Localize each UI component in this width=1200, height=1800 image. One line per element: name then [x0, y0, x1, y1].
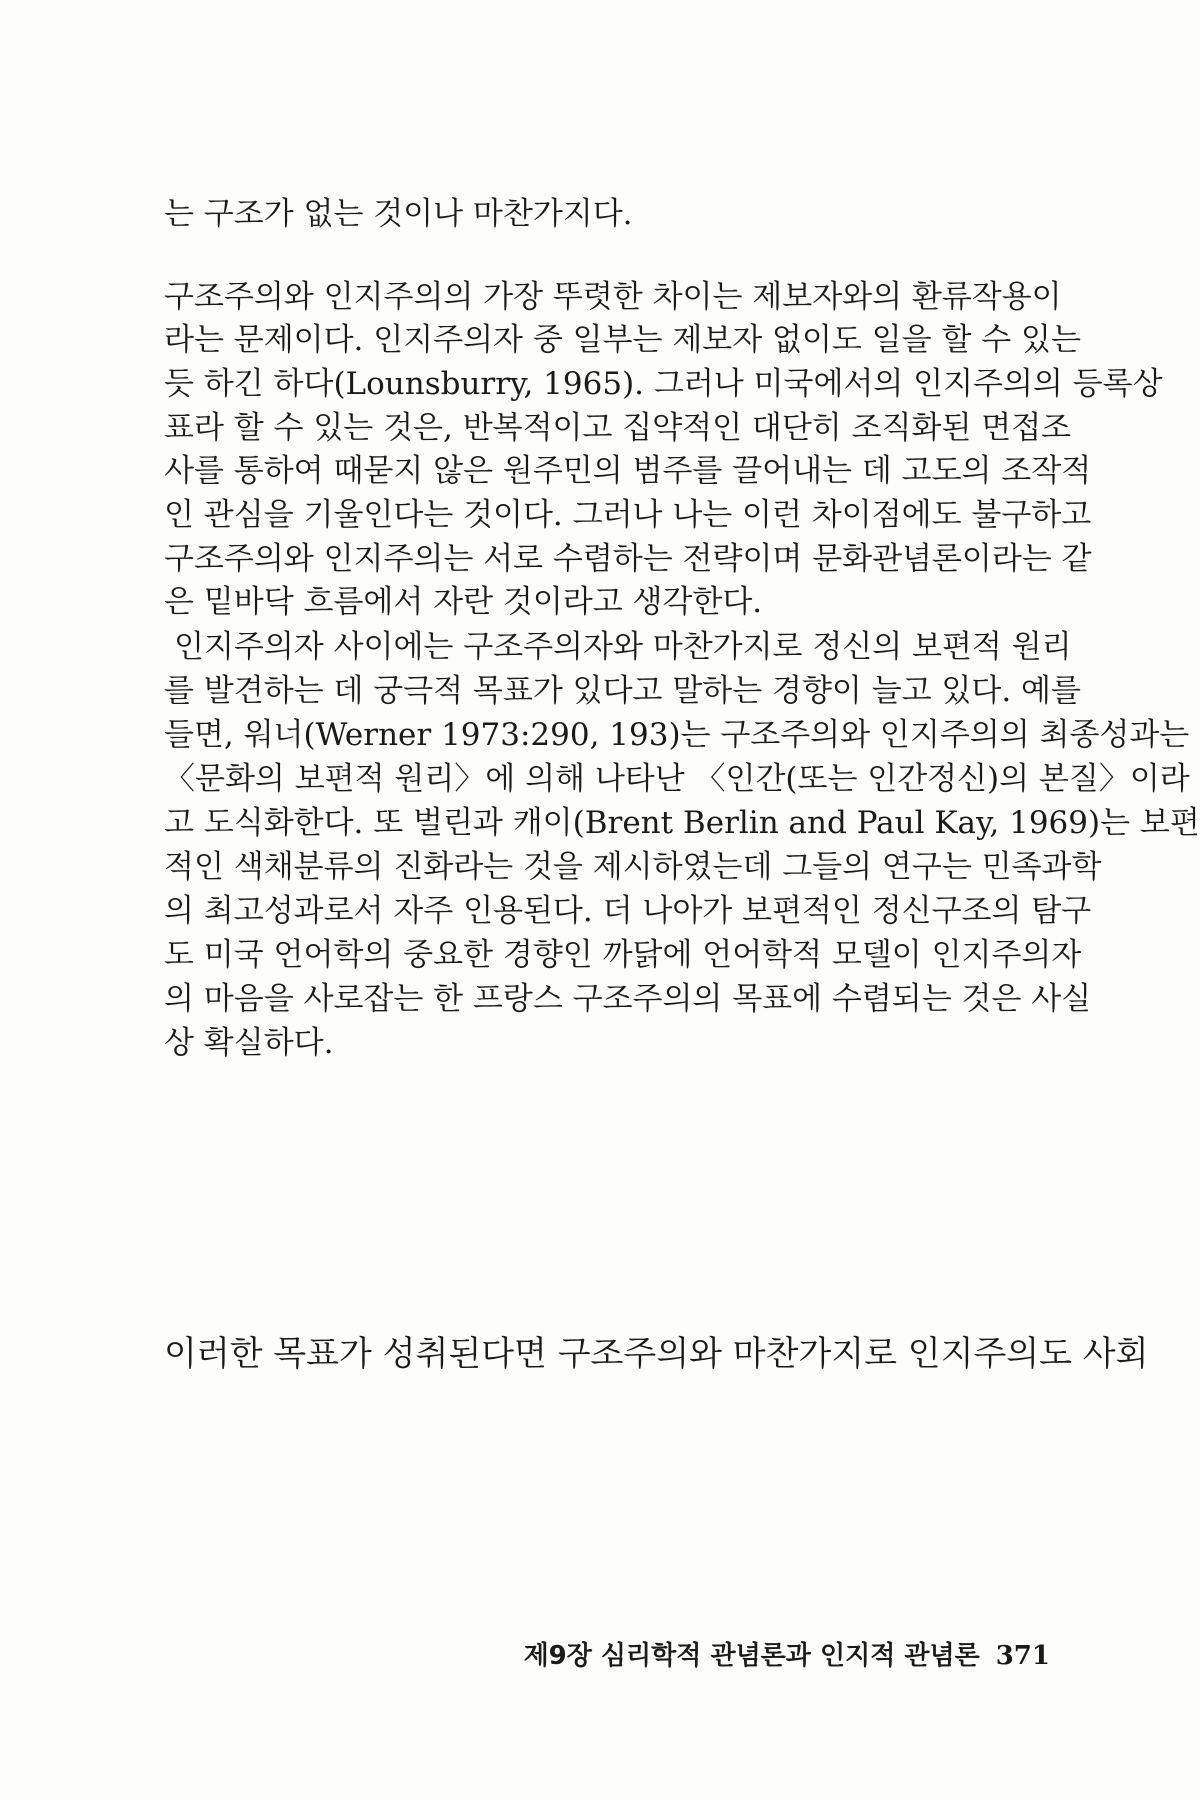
- body-text-line: 사를 통하여 때묻지 않은 원주민의 범주를 끌어내는 데 고도의 조작적: [164, 453, 1092, 489]
- body-text-line: 는 구조가 없는 것이나 마찬가지다.: [164, 196, 633, 232]
- body-text-line: 인지주의자 사이에는 구조주의자와 마찬가지로 정신의 보편적 원리: [174, 629, 1072, 665]
- body-text-line: 〈문화의 보편적 원리〉에 의해 나타난 〈인간(또는 인간정신)의 본질〉이라: [164, 761, 1190, 797]
- body-text-line: 상 확실하다.: [164, 1025, 334, 1061]
- body-text-line: 라는 문제이다. 인지주의자 중 일부는 제보자 없이도 일을 할 수 있는: [164, 322, 1081, 358]
- page-number: 371: [995, 1641, 1050, 1671]
- body-text-line: 를 발견하는 데 궁극적 목표가 있다고 말하는 경향이 늘고 있다. 예를: [164, 673, 1081, 709]
- body-text-line: 의 마음을 사로잡는 한 프랑스 구조주의의 목표에 수렴되는 것은 사실: [164, 981, 1092, 1017]
- body-text-line: 은 밑바닥 흐름에서 자란 것이라고 생각한다.: [164, 584, 763, 620]
- running-footer: [524, 1635, 1050, 1672]
- body-text-line: 표라 할 수 있는 것은, 반복적이고 집약적인 대단히 조직화된 면접조: [164, 410, 1072, 446]
- body-text-line: 적인 색채분류의 진화라는 것을 제시하였는데 그들의 연구는 민족과학: [164, 849, 1102, 885]
- chapter-title: 제9장 심리학적 관념론과 인지적 관념론: [523, 1641, 980, 1671]
- body-text-line: 인 관심을 기울인다는 것이다. 그러나 나는 이런 차이점에도 불구하고: [164, 497, 1092, 533]
- body-text-line: 고 도식화한다. 또 벌린과 캐이(Brent Berlin and Paul Kay, 1969)는 보편: [164, 805, 1200, 841]
- body-text-line: 듯 하긴 하다(Lounsburry, 1965). 그러나 미국에서의 인지주의의 등록상: [164, 366, 1163, 402]
- body-text-line: 이러한 목표가 성취된다면 구조주의와 마찬가지로 인지주의도 사회: [164, 1334, 1149, 1374]
- body-text-line: 의 최고성과로서 자주 인용된다. 더 나아가 보편적인 정신구조의 탐구: [164, 893, 1092, 929]
- body-text-line: 구조주의와 인지주의는 서로 수렴하는 전략이며 문화관념론이라는 같: [164, 541, 1092, 577]
- body-text-line: 들면, 워너(Werner 1973:290, 193)는 구조주의와 인지주의의 최종성과는: [164, 717, 1190, 753]
- body-text-line: 도 미국 언어학의 중요한 경향인 까닭에 언어학적 모델이 인지주의자: [164, 937, 1082, 973]
- body-text-line: 구조주의와 인지주의의 가장 뚜렷한 차이는 제보자와의 환류작용이: [164, 279, 1062, 315]
